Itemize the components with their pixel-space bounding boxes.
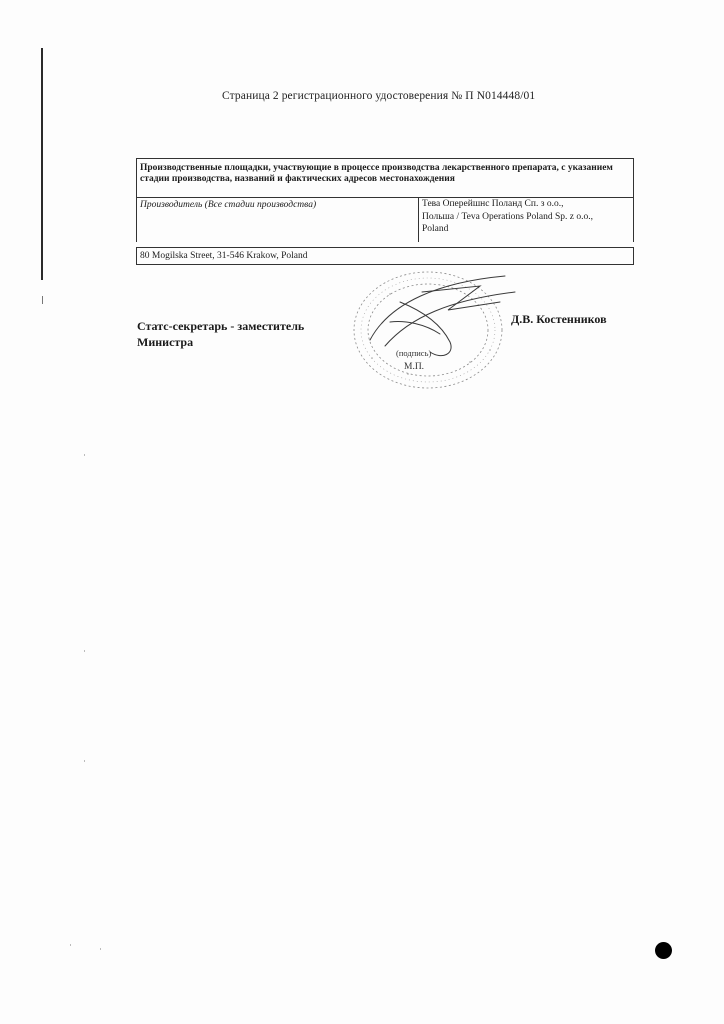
official-seal-stamp <box>330 262 540 402</box>
scan-edge-mark <box>42 296 43 304</box>
signatory-position-line: Министра <box>137 335 194 349</box>
role-cell: Производитель (Все стадии производства) <box>140 200 317 210</box>
table-row-manufacturer <box>136 197 634 242</box>
production-sites-table <box>136 158 634 265</box>
signatory-name: Д.В. Костенников <box>511 312 607 326</box>
black-dot-mark <box>655 942 672 959</box>
signatory-position-line: Статс-секретарь - заместитель <box>137 319 305 333</box>
manufacturer-line: Польша / Teva Operations Poland Sp. z o.o., <box>422 211 593 222</box>
signature-caption: (подпись) <box>396 348 432 358</box>
seal-place-caption: М.П. <box>404 362 425 372</box>
scan-speck <box>70 944 71 946</box>
scan-speck <box>100 948 101 950</box>
manufacturer-line: Poland <box>422 224 449 234</box>
manufacturer-cell <box>418 198 633 242</box>
address-row: 80 Mogilska Street, 31-546 Krakow, Poland <box>136 247 634 265</box>
scan-speck <box>84 454 85 456</box>
scan-speck <box>84 760 85 762</box>
manufacturer-line: Тева Оперейшнс Поланд Сп. з о.о., <box>422 199 564 209</box>
page-header: Страница 2 регистрационного удостоверения № П N014448/01 <box>222 90 536 102</box>
scan-edge-line <box>41 48 43 280</box>
table-heading: Производственные площадки, участвующие в процессе производства лекарственного препарата, с указанием стадии производства, названий и фактических адресов местонахождения <box>136 158 634 197</box>
scan-speck <box>84 650 85 652</box>
signatory-position <box>137 318 304 350</box>
